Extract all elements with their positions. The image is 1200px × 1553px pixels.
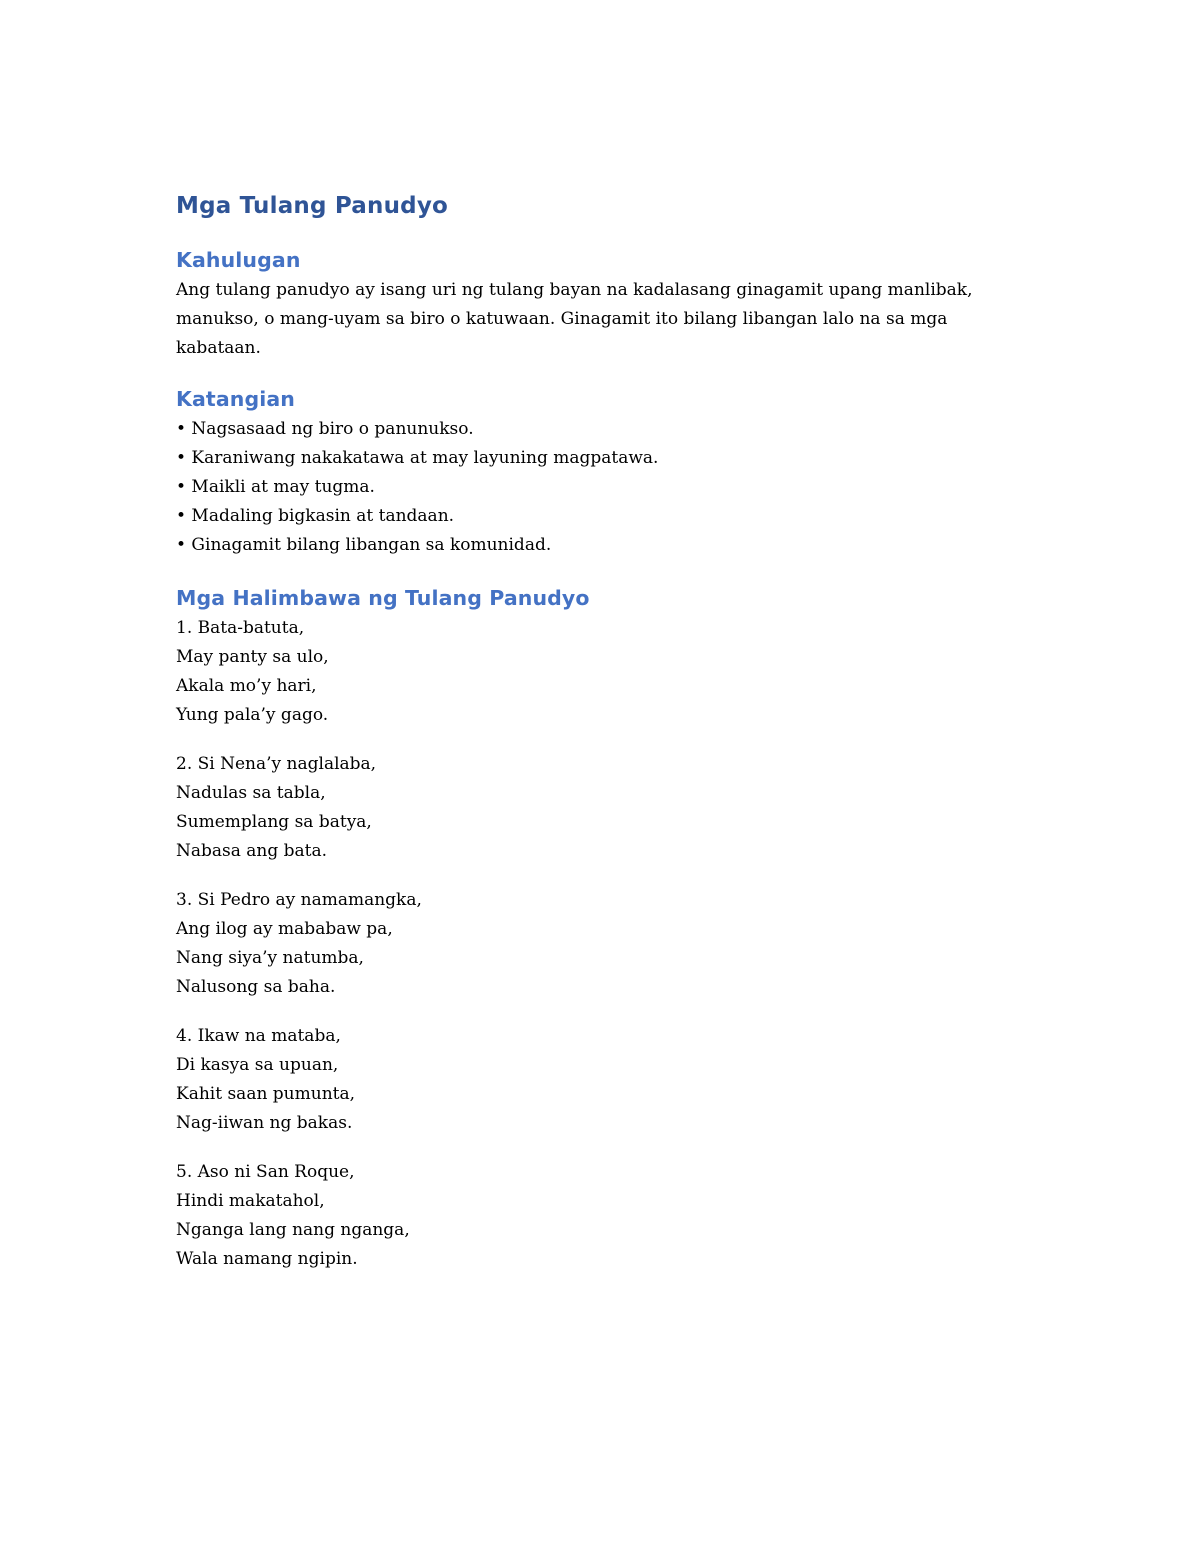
poem-line: Nag-iiwan ng bakas.	[176, 1113, 353, 1133]
poem-line: Yung pala’y gago.	[176, 705, 329, 725]
paragraph-line: kabataan.	[176, 338, 261, 358]
list-item: • Karaniwang nakakatawa at may layuning magpatawa.	[176, 448, 659, 468]
poem-2	[176, 750, 1056, 866]
poem-line: Di kasya sa upuan,	[176, 1055, 339, 1075]
paragraph-line: manukso, o mang-uyam sa biro o katuwaan. Ginagamit ito bilang libangan lalo na sa mga	[176, 309, 948, 329]
heading-katangian: Katangian	[176, 387, 295, 411]
poem-line: Akala mo’y hari,	[176, 676, 317, 696]
poem-line: Nadulas sa tabla,	[176, 783, 326, 803]
poem-line: May panty sa ulo,	[176, 647, 329, 667]
paragraph-line: Ang tulang panudyo ay isang uri ng tulang bayan na kadalasang ginagamit upang manlibak,	[176, 280, 973, 300]
poem-line: Nalusong sa baha.	[176, 977, 336, 997]
list-item: • Maikli at may tugma.	[176, 477, 375, 497]
poem-3	[176, 886, 1056, 1002]
poem-line: Nganga lang nang nganga,	[176, 1220, 410, 1240]
heading-halimbawa: Mga Halimbawa ng Tulang Panudyo	[176, 586, 590, 610]
poem-5	[176, 1158, 1056, 1274]
katangian-list	[176, 415, 1056, 560]
poem-line: Nabasa ang bata.	[176, 841, 328, 861]
poem-line: Ang ilog ay mababaw pa,	[176, 919, 393, 939]
poem-line: Hindi makatahol,	[176, 1191, 325, 1211]
list-item: • Ginagamit bilang libangan sa komunidad.	[176, 535, 552, 555]
poem-line: 4. Ikaw na mataba,	[176, 1026, 341, 1046]
poem-line: Wala namang ngipin.	[176, 1249, 358, 1269]
document-page	[176, 188, 1056, 1274]
poem-line: 2. Si Nena’y naglalaba,	[176, 754, 377, 774]
kahulugan-paragraph	[176, 276, 1056, 363]
heading-kahulugan: Kahulugan	[176, 248, 301, 272]
poem-1	[176, 614, 1056, 730]
list-item: • Nagsasaad ng biro o panunukso.	[176, 419, 474, 439]
list-item: • Madaling bigkasin at tandaan.	[176, 506, 455, 526]
poem-line: 1. Bata-batuta,	[176, 618, 305, 638]
poem-line: Sumemplang sa batya,	[176, 812, 372, 832]
poem-line: 3. Si Pedro ay namamangka,	[176, 890, 422, 910]
poem-4	[176, 1022, 1056, 1138]
poem-line: Nang siya’y natumba,	[176, 948, 364, 968]
document-title: Mga Tulang Panudyo	[176, 193, 449, 219]
poem-line: Kahit saan pumunta,	[176, 1084, 356, 1104]
poem-line: 5. Aso ni San Roque,	[176, 1162, 355, 1182]
